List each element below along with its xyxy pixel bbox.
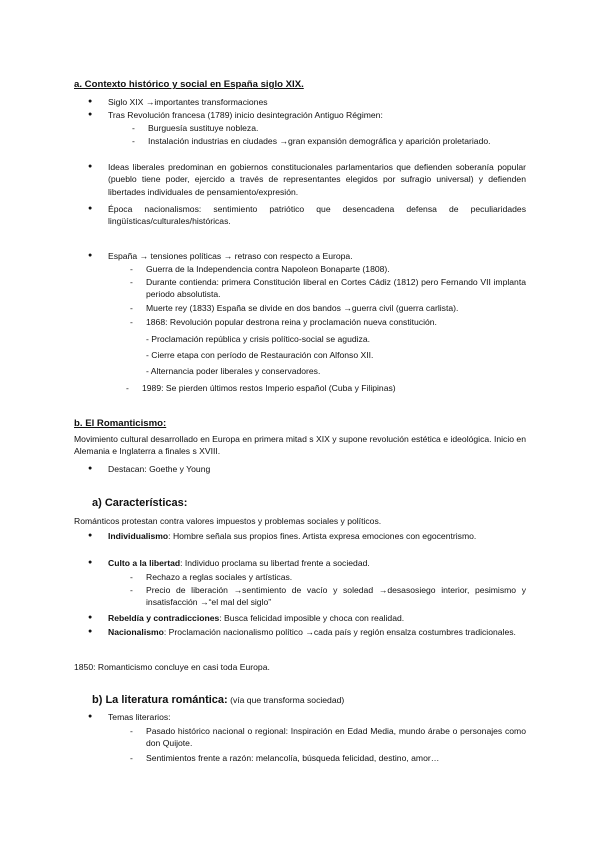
sub-sub-item: - Cierre etapa con período de Restauración con Alfonso XII.	[146, 350, 374, 360]
list-item	[108, 612, 404, 624]
heading-note: (vía que transforma sociedad)	[227, 695, 345, 705]
sub-item: - Precio de liberación →sentimiento de vacío y soledad →desasosiego interior, pesimismo y insatisfacción →“el mal del siglo”	[146, 584, 526, 609]
list-item: ● Ideas liberales predominan en gobiernos constitucionales parlamentarios que defienden soberanía popular (pueblo tiene poder, ejercido a través de representantes elegidos por sufragio universal) y defienden libertades individuales de pensamiento/expresión.	[108, 161, 526, 198]
sub-item: - Guerra de la Independencia contra Napoleon Bonaparte (1808).	[146, 263, 390, 275]
paragraph-note: 1850: Romanticismo concluye en casi toda Europa.	[74, 662, 270, 672]
sub-item: - Muerte rey (1833) España se divide en dos bandos →guerra civil (guerra carlista).	[146, 302, 458, 314]
sub-sub-item: - Proclamación república y crisis político-social se agudiza.	[146, 334, 371, 344]
list-item	[108, 557, 370, 569]
list-item: ● Época nacionalismos: sentimiento patriótico que desencadena defensa de peculiaridades lingüísticas/culturales/históricas.	[108, 203, 526, 228]
list-item	[108, 626, 526, 638]
heading-caracteristicas: a) Características:	[92, 497, 188, 509]
list-item: ● Destacan: Goethe y Young	[108, 463, 210, 475]
sub-item: - Pasado histórico nacional o regional: Inspiración en Edad Media, mundo árabe o personajes como don Quijote.	[146, 725, 526, 750]
list-item	[108, 530, 526, 542]
list-item: ● Siglo XIX →importantes transformaciones	[108, 96, 268, 108]
list-item: ● Temas literarios:	[108, 711, 171, 723]
term-desc: : Busca felicidad imposible y choca con realidad.	[219, 613, 405, 623]
term: Rebeldía y contradicciones	[108, 613, 220, 623]
sub-item: - Durante contienda: primera Constitución liberal en Cortes Cádiz (1812) pero Fernando VII implanta periodo absolutista.	[146, 276, 526, 301]
heading-literatura	[92, 693, 344, 709]
paragraph: Románticos protestan contra valores impuestos y problemas sociales y políticos.	[74, 516, 382, 526]
sub-item: - Burguesía sustituye nobleza.	[148, 122, 258, 134]
term-desc: : Proclamación nacionalismo político →cada país y región ensalza costumbres tradicionales.	[163, 627, 516, 637]
sub-item: - 1868: Revolución popular destrona reina y proclamación nueva constitución.	[146, 316, 437, 328]
heading-contexto: a. Contexto histórico y social en España siglo XIX.	[74, 79, 304, 90]
heading-text: b) La literatura romántica:	[92, 694, 228, 706]
sub-sub-item: - Alternancia poder liberales y conservadores.	[146, 366, 321, 376]
term: Culto a la libertad	[108, 558, 181, 568]
list-item: ● Tras Revolución francesa (1789) inicio desintegración Antiguo Régimen:	[108, 109, 383, 121]
sub-item: - Rechazo a reglas sociales y artísticas.	[146, 571, 292, 583]
term-desc: : Hombre señala sus propios fines. Artista expresa emociones con egocentrismo.	[168, 531, 477, 541]
list-item: ● España → tensiones políticas → retraso con respecto a Europa.	[108, 250, 353, 262]
heading-romanticismo: b. El Romanticismo:	[74, 418, 167, 429]
sub-item: - 1989: Se pierden últimos restos Imperio español (Cuba y Filipinas)	[142, 382, 396, 394]
term-desc: : Individuo proclama su libertad frente a sociedad.	[180, 558, 370, 568]
term: Nacionalismo	[108, 627, 164, 637]
paragraph-intro: Movimiento cultural desarrollado en Europa en primera mitad s XIX y supone revolución estética e ideológica. Inicio en Alemania e Inglaterra a finales s XVIII.	[74, 434, 526, 457]
sub-item: - Instalación industrias en ciudades →gran expansión demográfica y aparición proletariado.	[148, 135, 526, 147]
sub-item: - Sentimientos frente a razón: melancolía, búsqueda felicidad, destino, amor…	[146, 752, 439, 764]
term: Individualismo	[108, 531, 169, 541]
